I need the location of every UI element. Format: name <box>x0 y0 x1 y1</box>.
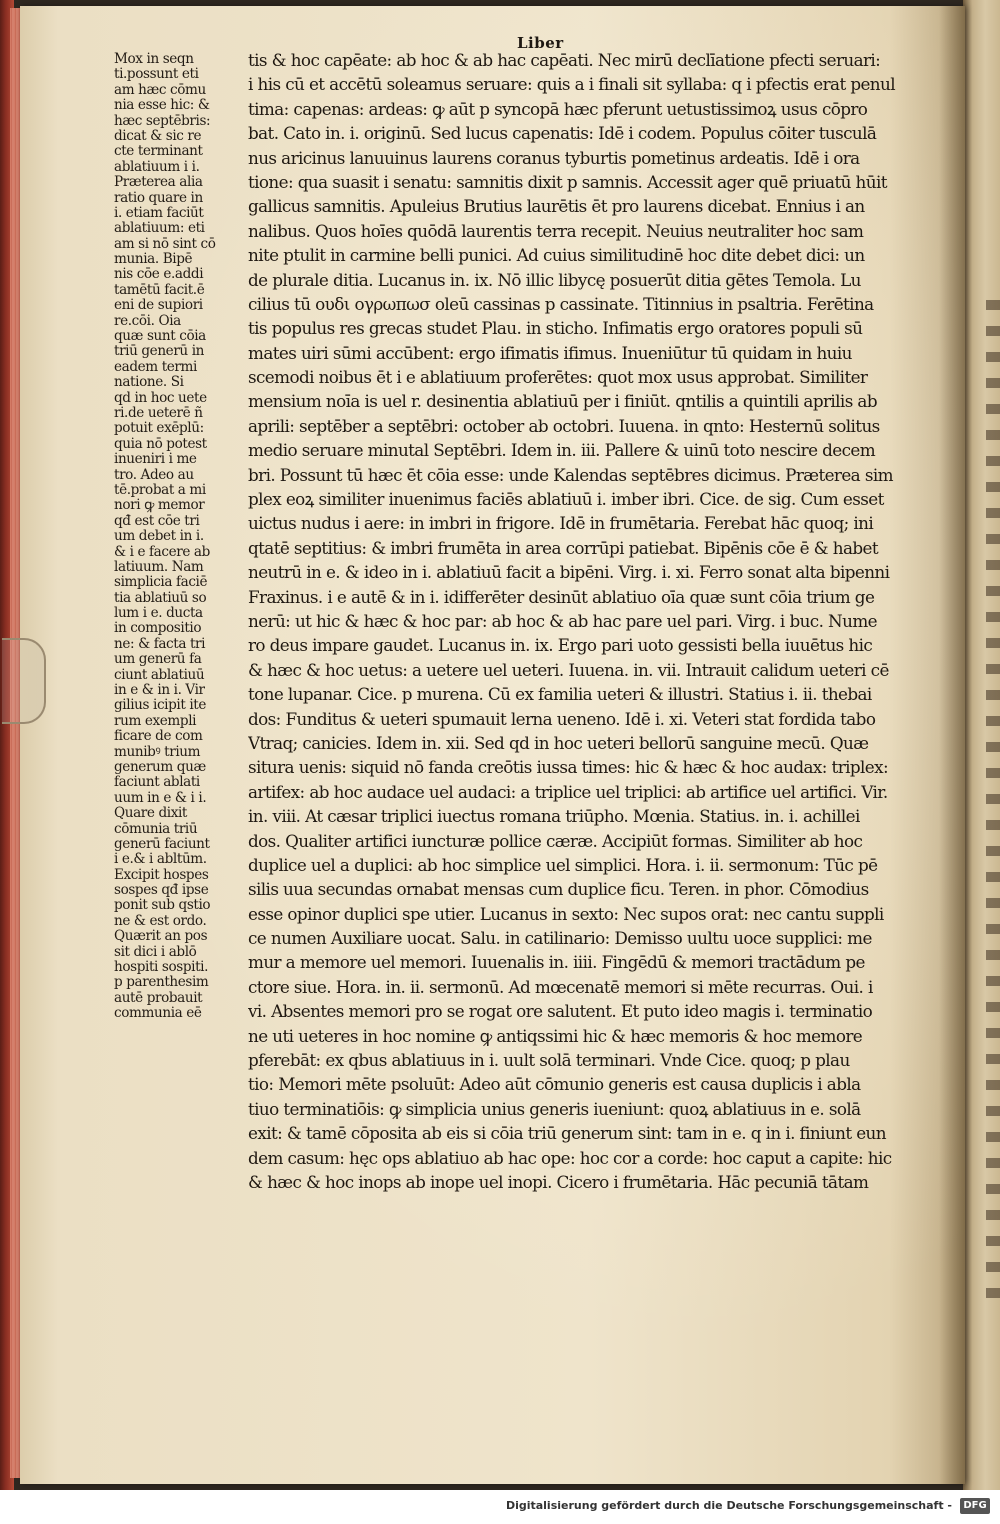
running-title: Liber <box>517 34 564 52</box>
text-line: mensium noīa is uel r. desinentia ablatiuū per i finiūt. qntilis a quintili aprilis ab <box>248 391 877 412</box>
margin-line: & i e facere ab <box>114 544 210 560</box>
margin-line: generū faciunt <box>114 836 210 852</box>
text-line: bat. Cato in. i. originū. Sed lucus capenatis: Idē i codem. Populus cōiter tusculā <box>248 123 877 144</box>
margin-line: um debet in i. <box>114 529 204 545</box>
margin-line: tē.probat a mi <box>114 482 206 498</box>
margin-line: potuit exēplū: <box>114 421 204 437</box>
text-line: ro deus impare gaudet. Lucanus in. ix. Ergo pari uoto gessisti bella iuuētus hic <box>248 635 873 656</box>
margin-line: quia nō potest <box>114 436 207 452</box>
text-line: de plurale ditia. Lucanus in. ix. Nō illic libycę posuerūt ditia gētes Temola. Lu <box>248 269 861 290</box>
text-line: situra uenis: siquid nō fanda creōtis iussa times: hic & hæc & hoc audax: triplex: <box>248 757 889 778</box>
text-line: Vtraq; canicies. Idem in. xii. Sed qd in hoc ueteri bellorū sanguine mecū. Quæ <box>248 732 869 753</box>
margin-line: ablatiuum i i. <box>114 159 200 175</box>
margin-line: nis cōe e.addi <box>114 267 204 283</box>
margin-line: quæ sunt cōia <box>114 329 206 345</box>
text-line: tone lupanar. Cice. p murena. Cū ex familia ueteri & illustri. Statius i. ii. thebai <box>248 684 872 705</box>
margin-line: in compositio <box>114 621 202 637</box>
margin-line: i e.& i abltūm. <box>114 852 207 868</box>
margin-line: Mox in seqn <box>114 52 194 67</box>
margin-line: natione. Si <box>114 375 184 391</box>
margin-line: sit dici i ablō <box>114 944 197 960</box>
text-line: qtatē septitius: & imbri frumēta in area corrūpi patiebat. Bipēnis cōe ē & habet <box>248 537 878 558</box>
margin-line: um generū fa <box>114 652 202 668</box>
facing-page-text <box>986 300 1000 1300</box>
text-line: pferebāt: ex qbus ablatiuus in i. uult solā terminari. Vnde Cice. quoq; p plau <box>248 1050 850 1071</box>
funding-credit: Digitalisierung gefördert durch die Deutsche Forschungsgemeinschaft - <box>505 1499 952 1512</box>
margin-line: hospiti sospiti. <box>114 960 209 976</box>
margin-line: lum i e. ducta <box>114 606 203 622</box>
margin-line: ne & est ordo. <box>114 913 207 929</box>
text-line: nerū: ut hic & hæc & hoc par: ab hoc & ab hac pare uel pari. Virg. i buc. Nume <box>248 610 877 631</box>
text-line: dem casum: hęc ops ablatiuo ab hac ope: hoc cor a corde: hoc caput a capite: hic <box>248 1147 892 1168</box>
text-line: tiuo terminatiōis: ꝙ simplicia unius generis iueniunt: quoꝝ ablatiuus in e. solā <box>248 1098 861 1119</box>
marginal-commentary <box>114 52 236 1022</box>
margin-line: qđ est cōe tri <box>114 513 200 529</box>
margin-line: autē probauit <box>114 990 203 1006</box>
text-line: dos. Qualiter artifici iuncturæ pollice cæræ. Accipiūt formas. Similiter ab hoc <box>248 830 863 851</box>
margin-line: cōmunia triū <box>114 821 198 837</box>
text-line: nalibus. Quos hoīes quōdā laurentis terra recepit. Neuius neutraliter hoc sam <box>248 220 864 241</box>
margin-line: in e & in i. Vir <box>114 683 205 699</box>
text-line: & hæc & hoc uetus: a uetere uel ueteri. Iuuena. in. vii. Intrauit calidum ueteri cē <box>248 659 889 680</box>
text-line: medio seruare minutal Septēbri. Idem in. iii. Pallere & uinū toto nescire decem <box>248 440 876 461</box>
margin-line: ri.de ueterē ñ <box>114 405 203 421</box>
main-text-column <box>248 48 954 1194</box>
margin-line: communia eē <box>114 1006 202 1022</box>
margin-line: simplicia faciē <box>114 575 208 591</box>
margin-line: uum in e & i i. <box>114 790 207 806</box>
footer-bar <box>0 1490 1000 1524</box>
margin-line: Excipit hospes <box>114 867 209 883</box>
text-line: bri. Possunt tū hæc ēt cōia esse: unde Kalendas septēbres dicimus. Præterea sim <box>248 464 893 485</box>
text-line: tis populus res grecas studet Plau. in sticho. Infimatis ergo oratores populi sū <box>248 318 863 339</box>
margin-line: ciunt ablatiuū <box>114 667 205 683</box>
text-line: nus aricinus lanuuinus laurens coranus tyburtis pometinus ardeatis. Idē i ora <box>248 147 860 168</box>
margin-line: faciunt ablati <box>114 775 200 791</box>
text-line: duplice uel a duplici: ab hoc simplice uel simplici. Hora. i. ii. sermonum: Tūc pē <box>248 854 878 875</box>
margin-line: ablatiuum: eti <box>114 221 205 237</box>
text-line: tima: capenas: ardeas: ꝙ aūt p syncopā hæc pferunt uetustissimoꝝ usus cōpro <box>248 98 868 119</box>
margin-line: dicat & sic re <box>114 128 202 144</box>
text-line: cilius tū ουδι ογρωπωσ oleū cassinas p cassinate. Titinnius in psaltria. Ferētina <box>248 293 874 314</box>
margin-line: triū generū in <box>114 344 205 360</box>
margin-line: tro. Adeo au <box>114 467 194 483</box>
margin-line: am hæc cōmu <box>114 82 206 98</box>
margin-line: eadem termi <box>114 359 197 375</box>
text-line: esse opinor duplici spe utier. Lucanus in sexto: Nec supos orat: nec cantu suppli <box>248 903 884 924</box>
text-line: dos: Funditus & ueteri spumauit lerna ueneno. Idē i. xi. Veteri stat fordida tabo <box>248 708 876 729</box>
margin-line: gilius icipit ite <box>114 698 206 714</box>
text-line: in. viii. At cæsar triplici iuectus romana triūpho. Mœnia. Statius. in. i. achillei <box>248 806 860 827</box>
margin-line: qd in hoc uete <box>114 390 207 406</box>
margin-line: Quærit an pos <box>114 929 208 945</box>
text-line: mur a memore uel memori. Iuuenalis in. iiii. Fingēdū & memori tractādum pe <box>248 952 865 973</box>
margin-line: ne: & facta tri <box>114 636 206 652</box>
text-line: tio: Memori mēte psoluūt: Adeo aūt cōmunio generis est causa duplicis i abla <box>248 1074 861 1095</box>
margin-line: ficare de com <box>114 729 203 745</box>
margin-line: munia. Bipē <box>114 252 193 268</box>
margin-line: hæc septēbris: <box>114 113 211 129</box>
text-line: Fraxinus. i e autē & in i. idifferēter desinūt ablatiuo oīa quæ sunt cōia trium ge <box>248 586 875 607</box>
margin-line: Præterea alia <box>114 175 203 191</box>
margin-line: tamētū facit.ē <box>114 282 205 298</box>
text-line: ce numen Auxiliare uocat. Salu. in catilinario: Demisso uultu uoce supplici: me <box>248 928 872 949</box>
margin-line: ponit sub qstio <box>114 898 211 914</box>
text-line: i his cū et accētū soleamus seruare: quis a i finali sit syllaba: q i pfectis erat penul <box>248 74 895 95</box>
text-line: tione: qua suasit i senatu: samnitis dixit p samnis. Accessit ager quē priuatū hūit <box>248 171 887 192</box>
margin-line: munibꝰ trium <box>114 744 201 760</box>
text-line: & hæc & hoc inops ab inope uel inopi. Cicero i frumētaria. Hāc pecuniā tātam <box>248 1171 869 1192</box>
margin-line: generum quæ <box>114 759 206 775</box>
text-line: silis uua secundas ornabat mensas cum duplice ficu. Teren. in phor. Cōmodius <box>248 879 869 900</box>
margin-line: p parenthesim <box>114 975 209 991</box>
text-line: vi. Absentes memori pro se rogat ore salutent. Et puto ideo magis i. terminatio <box>248 1001 873 1022</box>
margin-line: tia ablatiuū so <box>114 590 207 606</box>
margin-line: eni de supiori <box>114 298 203 314</box>
margin-line: re.cōi. Oia <box>114 313 181 329</box>
margin-line: sospes qđ ipse <box>114 883 209 899</box>
margin-line: latiuum. Nam <box>114 559 204 575</box>
margin-line: ti.possunt eti <box>114 67 199 83</box>
margin-line: am si nō sint cō <box>114 236 216 252</box>
text-line: mates uiri sūmi accūbent: ergo ifimatis ifimus. Inueniūtur tū quidam in huiu <box>248 342 852 363</box>
text-line: gallicus samnitis. Apuleius Brutius laurētis ēt pro laurens dicebat. Ennius i an <box>248 196 865 217</box>
margin-line: nori ꝙ memor <box>114 498 205 514</box>
text-line: artifex: ab hoc audace uel audaci: a triplice uel triplici: ab artifice uel artifici. Vir. <box>248 781 888 802</box>
text-line: ctore siue. Hora. in. ii. sermonū. Ad mœcenatē memori si mēte recurras. Oui. i <box>248 976 873 997</box>
margin-line: i. etiam faciūt <box>114 205 204 221</box>
margin-line: rum exempli <box>114 713 197 729</box>
bookmark-tab <box>2 638 46 724</box>
text-line: exit: & tamē cōposita ab eis si cōia triū generum sint: tam in e. q in i. finiunt eun <box>248 1123 886 1144</box>
margin-line: nia esse hic: & <box>114 98 210 114</box>
margin-line: cte terminant <box>114 144 203 160</box>
text-line: aprili: septēber a septēbri: october ab octobri. Iuuena. in qnto: Hesternū solitus <box>248 415 880 436</box>
text-line: scemodi noibus ēt i e ablatiuum proferētes: quot mox usus approbat. Similiter <box>248 367 868 388</box>
text-line: uictus nudus i aere: in imbri in frigore. Idē in frumētaria. Ferebat hāc quoq; ini <box>248 513 874 534</box>
margin-line: inueniri i me <box>114 452 197 468</box>
margin-line: ratio quare in <box>114 190 203 206</box>
text-line: nite ptulit in carmine belli punici. Ad cuius similitudinē hoc dite debet dici: un <box>248 245 865 266</box>
text-line: plex eoꝝ similiter inuenimus faciēs ablatiuū i. imber ibri. Cice. de sig. Cum esset <box>248 489 884 510</box>
text-line: tis & hoc capēate: ab hoc & ab hac capēati. Nec mirū declīatione pfecti seruari: <box>248 50 881 70</box>
text-line: neutrū in e. & ideo in i. ablatiuū facit a bipēni. Virg. i. xi. Ferro sonat alta bipenni <box>248 562 890 583</box>
margin-line: Quare dixit <box>114 806 187 822</box>
text-line: ne uti ueteres in hoc nomine ꝙ antiqssimi hic & hæc memoris & hoc memore <box>248 1025 863 1046</box>
dfg-logo: DFG <box>960 1498 990 1514</box>
